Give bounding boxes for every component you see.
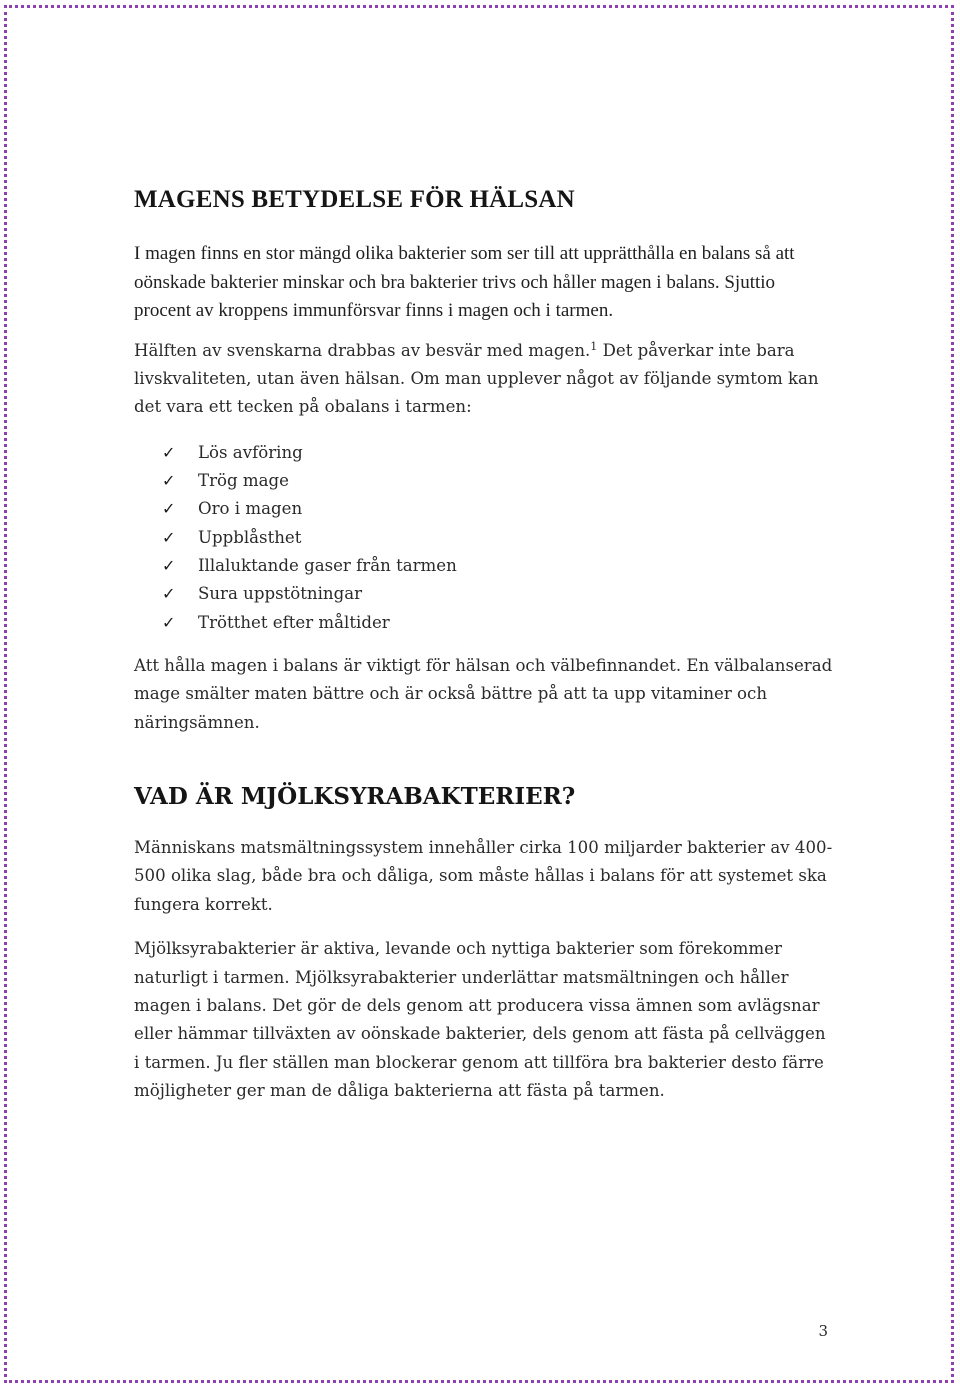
checkmark-icon: ✓ xyxy=(162,584,176,604)
checkmark-icon: ✓ xyxy=(162,612,176,632)
symptom-label: Uppblåsthet xyxy=(198,527,302,547)
lactic-bacteria-paragraph: Mjölksyrabakterier är aktiva, levande och nyttiga bakterier som förekommer naturligt i tarmen. Mjölksyrabakterier underlättar matsmältningen och håller magen i balans. Det gör de dels genom att producera vissa ämnen som avlägsnar eller hämmar tillväxten av oönskade bakterier, dels genom att fästa på cellväggen i tarmen. Ju fler ställen man blockerar genom att tillföra bra bakterier desto färre möjligheter ger man de dåliga bakterierna att fästa på tarmen. xyxy=(134,939,826,1101)
checkmark-icon: ✓ xyxy=(162,555,176,575)
page-content xyxy=(134,182,834,1106)
digestive-system-paragraph: Människans matsmältningssystem innehåller cirka 100 miljarder bakterier av 400-500 olika slag, både bra och dåliga, som måste hållas i balans för att systemet ska fungera korrekt. xyxy=(134,838,833,914)
footnote-ref[interactable]: 1 xyxy=(590,339,598,353)
section-title-magens-betydelse: MAGENS BETYDELSE FÖR HÄLSAN xyxy=(134,186,575,213)
list-item xyxy=(134,467,834,495)
balance-paragraph: Att hålla magen i balans är viktigt för hälsan och välbefinnandet. En välbalanserad mage smälter maten bättre och är också bättre på att ta upp vitaminer och näringsämnen. xyxy=(134,655,833,732)
symptom-label: Trög mage xyxy=(198,471,289,491)
list-item xyxy=(134,495,834,523)
section-title-mjolksyrabakterier: VAD ÄR MJÖLKSYRABAKTERIER? xyxy=(134,783,576,811)
checkmark-icon: ✓ xyxy=(162,499,176,519)
page-number: 3 xyxy=(818,1322,828,1340)
symptom-intro-text-b: Det påverkar inte bara livskvaliteten, utan även hälsan. Om man upplever något av följande symtom kan det vara ett tecken på obalans i tarmen: xyxy=(134,340,819,417)
list-item xyxy=(134,439,834,467)
symptom-label: Oro i magen xyxy=(198,499,303,519)
checkmark-icon: ✓ xyxy=(162,527,176,547)
symptom-label: Trötthet efter måltider xyxy=(198,612,390,632)
checkmark-icon: ✓ xyxy=(162,471,176,491)
list-item xyxy=(134,609,834,637)
symptom-label: Lös avföring xyxy=(198,442,303,462)
list-item xyxy=(134,580,834,608)
symptom-intro-paragraph xyxy=(134,337,834,422)
list-item xyxy=(134,524,834,552)
symptom-label: Sura uppstötningar xyxy=(198,584,363,604)
symptom-intro-text-a: Hälften av svenskarna drabbas av besvär med magen. xyxy=(134,340,591,360)
list-item xyxy=(134,552,834,580)
checkmark-icon: ✓ xyxy=(162,442,176,462)
symptom-list xyxy=(134,439,834,637)
symptom-label: Illaluktande gaser från tarmen xyxy=(198,555,457,575)
intro-paragraph: I magen finns en stor mängd olika bakterier som ser till att upprätthålla en balans så att oönskade bakterier minskar och bra bakterier trivs och håller magen i balans. Sjuttio procent av kroppens immunförsvar finns i magen och i tarmen. xyxy=(134,243,795,321)
